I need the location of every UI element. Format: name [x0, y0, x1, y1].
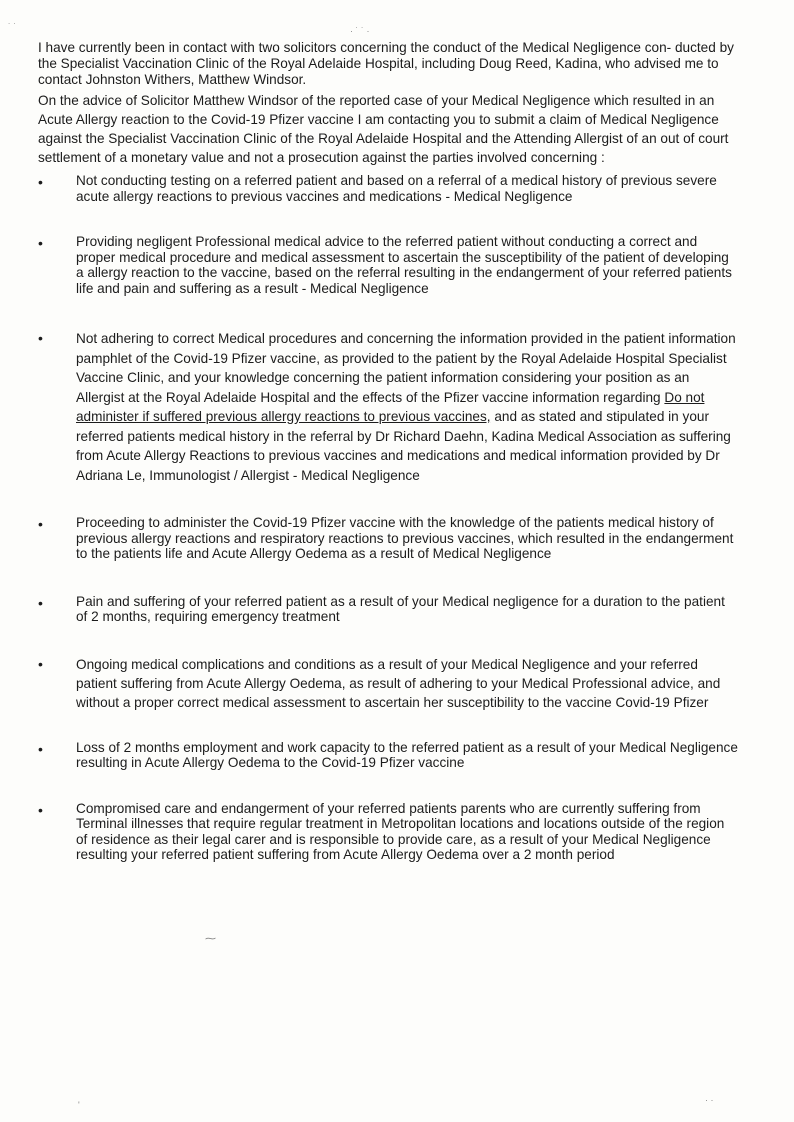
bullet-icon: • — [38, 740, 43, 757]
claim-text: Compromised care and endangerment of your referred patients parents who are currently suffering from Terminal illnesses that require regular treatment in Metropolitan locations and locations outside of the region of residence as their legal carer and is responsible to provide care, as a result of your Medical Negligence resulting your referred patient suffering from Acute Allergy Oedema over a 2 month period — [76, 800, 725, 862]
claim-item-4 — [38, 515, 738, 562]
claim-text: Ongoing medical complications and conditions as a result of your Medical Negligence and your referred patient suffering from Acute Allergy Oedema, as result of adhering to your Medical Professional advice, and without a proper correct medical assessment to ascertain her susceptibility to the vaccine Covid-19 Pfizer — [76, 656, 721, 710]
claim-text: Loss of 2 months employment and work capacity to the referred patient as a result of your Medical Negligence resulting in Acute Allergy Oedema to the Covid-19 Pfizer vaccine — [76, 739, 738, 770]
bullet-icon: • — [38, 330, 43, 346]
claim-text: Providing negligent Professional medical advice to the referred patient without conducting a correct and proper medical procedure and medical assessment to ascertain the susceptibility of the patient of developing a allergy reaction to the vaccine, based on the referral resulting in the endangerment of your referred patients life and pain and suffering as a result - Medical Negligence — [76, 234, 732, 296]
scan-speck: · · — [705, 1095, 714, 1105]
bullet-icon: • — [38, 174, 43, 190]
claim-item-1 — [38, 173, 738, 204]
letter-page — [38, 40, 738, 863]
claim-text: Proceeding to administer the Covid-19 Pfizer vaccine with the knowledge of the patients medical history of previous allergy reactions and respiratory reactions to previous vaccines, which resulted in the endangerment to the patients life and Acute Allergy Oedema as a result of Medical Negligence — [76, 515, 734, 561]
bullet-icon: • — [38, 516, 43, 532]
scan-speck: ' — [78, 1100, 80, 1110]
bullet-icon: • — [38, 594, 43, 611]
underlined-warning: Do not administer if suffered previous allergy reactions to previous vaccines, — [76, 389, 705, 424]
bullet-icon: • — [38, 801, 43, 818]
scan-speck: ⁓ — [205, 933, 216, 945]
claim-item-5 — [38, 594, 738, 625]
claims-list — [38, 173, 738, 863]
bullet-icon: • — [38, 235, 43, 251]
intro-paragraph-2: On the advice of Solicitor Matthew Windsor of the reported case of your Medical Negligence which resulted in an Acute Allergy reaction to the Covid-19 Pfizer vaccine I am contacting you to submit a claim of Medical Negligence against the Specialist Vaccination Clinic of the Royal Adelaide Hospital and the Attending Allergist of an out of court settlement of a monetary value and not a prosecution against the parties involved concerning : — [38, 93, 729, 165]
claim-item-3 — [38, 329, 738, 485]
claim-text-part: Not adhering to correct Medical procedures and concerning the information provided in the patient information pamphlet of the Covid-19 Pfizer vaccine, as provided to the patient by the Royal Adelaide Hospital Specialist Vaccine Clinic, and your knowledge concerning the patient information considering your position as an Allergist at the Royal Adelaide Hospital and the effects of the Pfizer vaccine information regarding — [76, 331, 736, 405]
claim-text: Not conducting testing on a referred patient and based on a referral of a medical history of previous severe acute allergy reactions to previous vaccines and medications - Medical Negligence — [76, 173, 717, 204]
scan-speck: · ˙ ˙ · — [350, 26, 370, 36]
intro-paragraph-1: I have currently been in contact with two solicitors concerning the conduct of the Medical Negligence con- ducted by the Specialist Vaccination Clinic of the Royal Adelaide Hospital, including Doug Reed, Kadina, who advised me to contact Johnston Withers, Matthew Windsor. — [38, 40, 734, 87]
claim-text-part: and as stated and stipulated in your referred patients medical history in the referral by Dr Richard Daehn, Kadina Medical Association as suffering from Acute Allergy Reactions to previous vaccines and medications and medical information provided by Dr Adriana Le, Immunologist / Allergist - Medical Negligence — [76, 409, 731, 483]
claim-item-6 — [38, 655, 738, 712]
bullet-icon: • — [38, 655, 43, 672]
claim-item-7 — [38, 740, 738, 771]
claim-text: Pain and suffering of your referred patient as a result of your Medical negligence for a duration to the patient of 2 months, requiring emergency treatment — [76, 593, 725, 624]
claim-item-8 — [38, 801, 738, 863]
claim-text — [76, 329, 738, 485]
scan-speck: ˙ ˙ — [8, 22, 17, 32]
claim-item-2 — [38, 234, 738, 296]
